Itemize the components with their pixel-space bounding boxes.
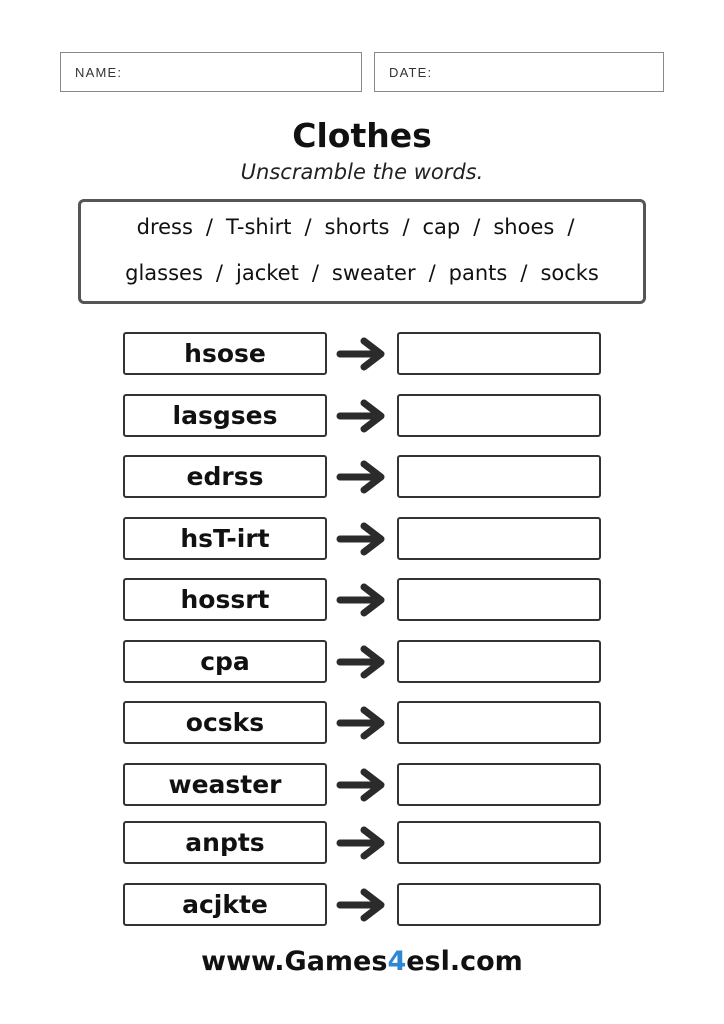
word-bank-separator: / (473, 215, 481, 239)
arrow-right-icon (336, 826, 388, 860)
word-bank-separator: / (402, 215, 410, 239)
word-bank-separator: / (304, 215, 312, 239)
scrambled-word: edrss (123, 455, 327, 498)
word-bank-separator: / (567, 215, 575, 239)
scrambled-word: hossrt (123, 578, 327, 621)
answer-box[interactable] (397, 821, 601, 864)
word-bank-separator: / (520, 261, 528, 285)
word-bank-separator: / (215, 261, 223, 285)
exercise-row (0, 332, 724, 375)
word-bank-separator: / (205, 215, 213, 239)
arrow-right-icon (336, 583, 388, 617)
exercise-row (0, 394, 724, 437)
word-bank-word: socks (540, 261, 599, 285)
arrow-right-icon (336, 768, 388, 802)
word-bank-word: shorts (324, 215, 390, 239)
arrow-right-icon (336, 337, 388, 371)
exercise-row (0, 701, 724, 744)
word-bank-word: pants (448, 261, 508, 285)
word-bank-separator: / (311, 261, 319, 285)
exercise-row (0, 763, 724, 806)
date-label: DATE: (389, 64, 433, 80)
exercise-row (0, 517, 724, 560)
page-title: Clothes (292, 116, 432, 155)
answer-box[interactable] (397, 394, 601, 437)
word-bank-word: jacket (235, 261, 299, 285)
footer-prefix: www.Games (201, 946, 388, 977)
scrambled-word: cpa (123, 640, 327, 683)
arrow-right-icon (336, 399, 388, 433)
answer-box[interactable] (397, 640, 601, 683)
scrambled-word: hsose (123, 332, 327, 375)
word-bank-word: T-shirt (226, 215, 292, 239)
answer-box[interactable] (397, 455, 601, 498)
word-bank-word: glasses (125, 261, 203, 285)
scrambled-word: hsT-irt (123, 517, 327, 560)
scrambled-word: acjkte (123, 883, 327, 926)
scrambled-word: weaster (123, 763, 327, 806)
scrambled-word: anpts (123, 821, 327, 864)
name-label: NAME: (75, 64, 123, 80)
instructions: Unscramble the words. (240, 160, 484, 184)
answer-box[interactable] (397, 578, 601, 621)
answer-box[interactable] (397, 332, 601, 375)
word-bank-word: dress (136, 215, 193, 239)
footer-website[interactable] (0, 946, 724, 977)
answer-box[interactable] (397, 517, 601, 560)
word-bank-word: shoes (493, 215, 555, 239)
answer-box[interactable] (397, 701, 601, 744)
arrow-right-icon (336, 645, 388, 679)
arrow-right-icon (336, 522, 388, 556)
footer-accent: 4 (387, 946, 407, 977)
exercise-row (0, 883, 724, 926)
exercise-row (0, 640, 724, 683)
exercise-row (0, 821, 724, 864)
arrow-right-icon (336, 888, 388, 922)
arrow-right-icon (336, 460, 388, 494)
arrow-right-icon (336, 706, 388, 740)
exercise-row (0, 578, 724, 621)
scrambled-word: ocsks (123, 701, 327, 744)
word-bank-word: sweater (331, 261, 416, 285)
scrambled-word: lasgses (123, 394, 327, 437)
answer-box[interactable] (397, 883, 601, 926)
word-bank-separator: / (428, 261, 436, 285)
answer-box[interactable] (397, 763, 601, 806)
footer-suffix: esl.com (406, 946, 523, 977)
exercise-row (0, 455, 724, 498)
word-bank-word: cap (422, 215, 461, 239)
